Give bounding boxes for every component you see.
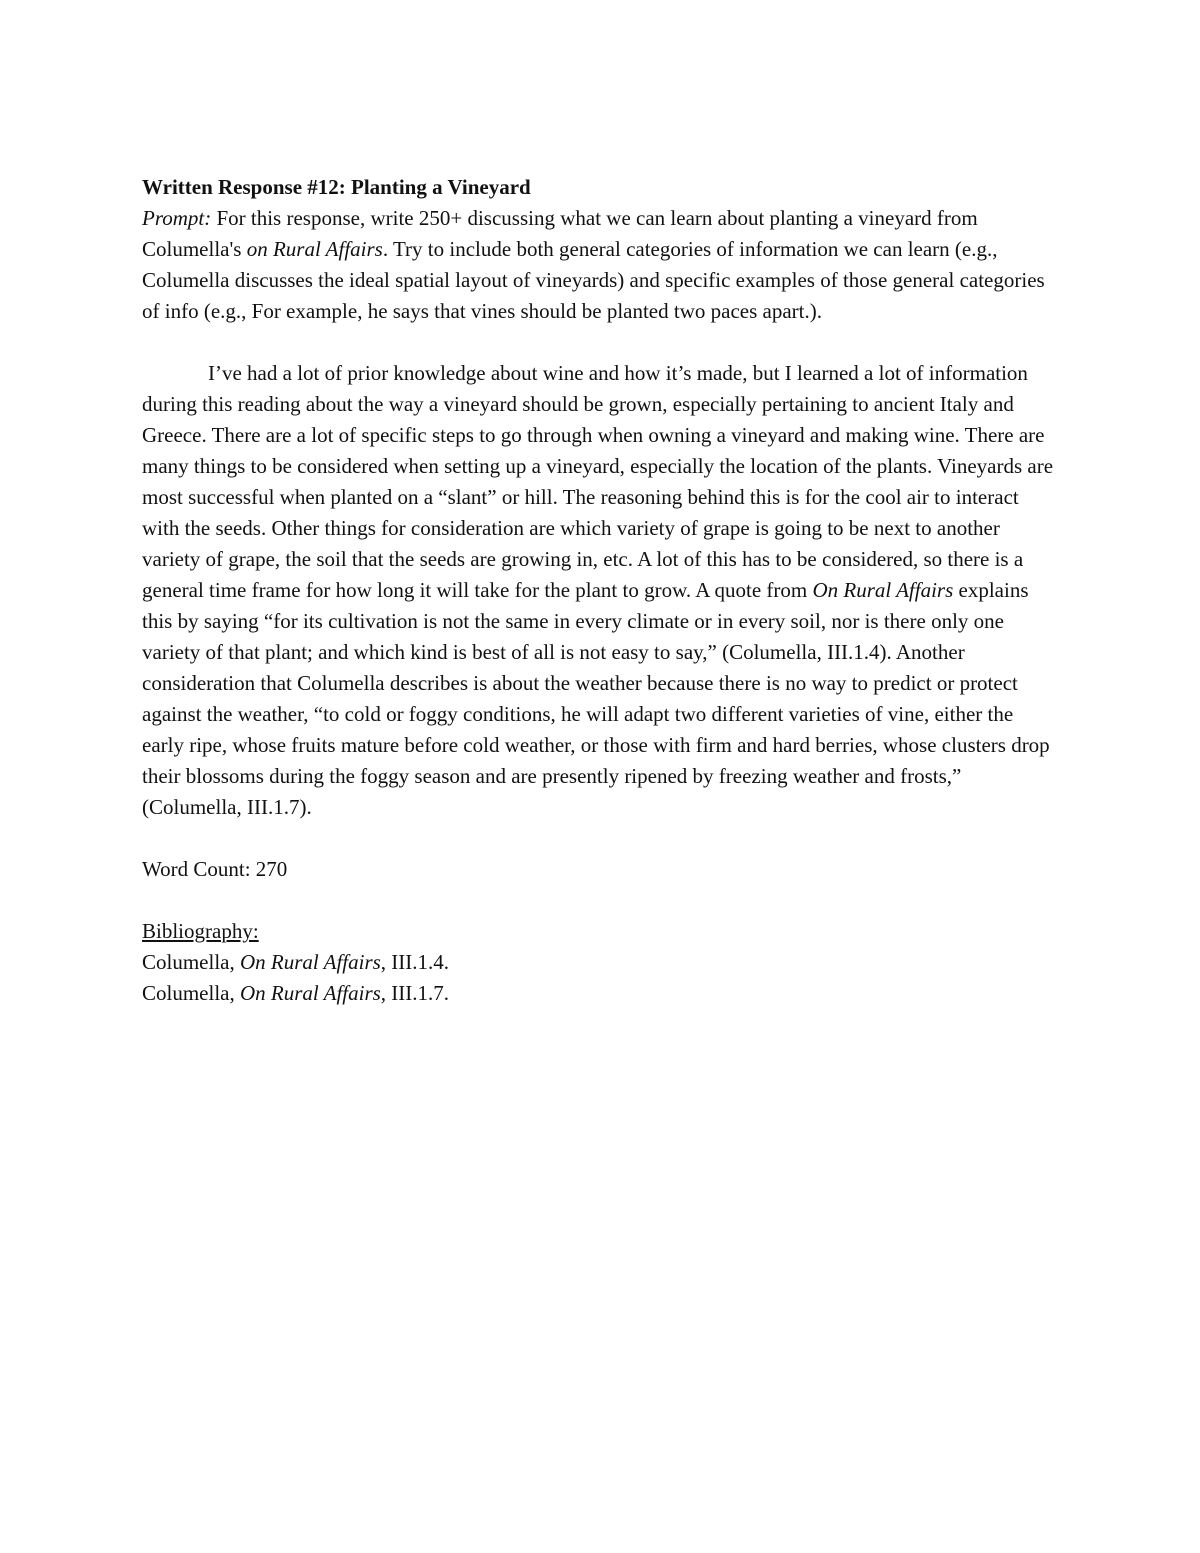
prompt-text-2: . Try to include both general categories of information we can learn (e.g., Columella discusses the ideal spatial layout of vineyards) and specific examples of those general categories of info (e.g., For example, he says that vines should be planted two paces apart.). bbox=[142, 237, 1045, 323]
word-count: Word Count: 270 bbox=[142, 857, 288, 881]
bibliography-ref: , III.1.4. bbox=[380, 950, 450, 974]
essay-part-2: explains this by saying “for its cultivation is not the same in every climate or in every soil, nor is there only one variety of that plant; and which kind is best of all is not easy to say,” (Columella, III.1.4). Another consideration that Columella describes is about the weather because there is no way to predict or protect against the weather, “to cold or foggy conditions, he will adapt two different varieties of vine, either the early ripe, whose fruits mature before cold weather, or those with firm and hard berries, whose clusters drop their blossoms during the foggy season and are presently ripened by freezing weather and frosts,” (Columella, III.1.7). bbox=[142, 578, 1050, 819]
bibliography-work: On Rural Affairs bbox=[240, 950, 381, 974]
bibliography-entry bbox=[142, 978, 1057, 1009]
essay-work-title: On Rural Affairs bbox=[812, 578, 954, 602]
bibliography-author: Columella, bbox=[142, 981, 240, 1005]
prompt-paragraph bbox=[142, 203, 1057, 327]
bibliography-author: Columella, bbox=[142, 950, 240, 974]
bibliography-work: On Rural Affairs bbox=[240, 981, 381, 1005]
bibliography-ref: , III.1.7. bbox=[380, 981, 450, 1005]
bibliography-entry bbox=[142, 947, 1057, 978]
prompt-work-title: on Rural Affairs bbox=[246, 237, 383, 261]
document-title: Written Response #12: Planting a Vineyard bbox=[142, 175, 531, 199]
prompt-label: Prompt: bbox=[142, 206, 212, 230]
bibliography-heading: Bibliography: bbox=[142, 919, 259, 943]
document-page bbox=[142, 172, 1057, 1009]
essay-paragraph bbox=[142, 358, 1057, 823]
prompt-text-1: For this response, write 250+ discussing what we can learn about planting a vineyard from Columella's bbox=[142, 206, 978, 261]
essay-part-1: I’ve had a lot of prior knowledge about wine and how it’s made, but I learned a lot of information during this reading about the way a vineyard should be grown, especially pertaining to ancient Italy and Greece. There are a lot of specific steps to go through when owning a vineyard and making wine. There are many things to be considered when setting up a vineyard, especially the location of the plants. Vineyards are most successful when planted on a “slant” or hill. The reasoning behind this is for the cool air to interact with the seeds. Other things for consideration are which variety of grape is going to be next to another variety of grape, the soil that the seeds are growing in, etc. A lot of this has to be considered, so there is a general time frame for how long it will take for the plant to grow. A quote from bbox=[142, 361, 1054, 602]
